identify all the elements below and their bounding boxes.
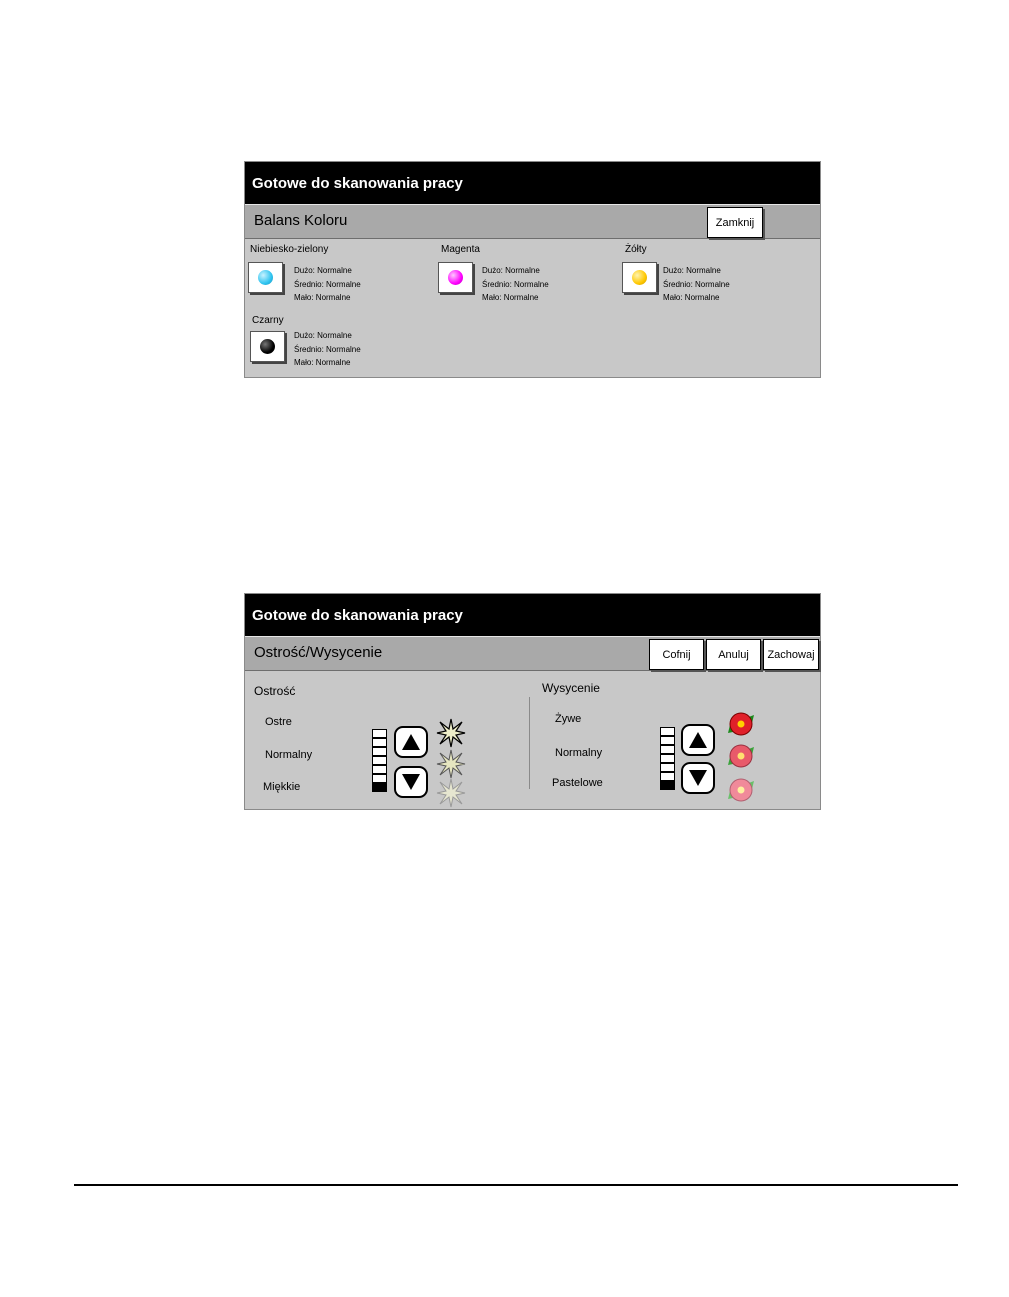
save-button[interactable]: Zachowaj xyxy=(763,639,819,670)
meter-segment xyxy=(660,763,675,772)
magenta-high: Dużo: Normalne xyxy=(482,266,540,275)
black-color-button[interactable] xyxy=(250,331,285,362)
color-balance-screen xyxy=(244,161,821,378)
undo-button[interactable]: Cofnij xyxy=(649,639,704,670)
saturation-level-pastel: Pastelowe xyxy=(552,777,603,789)
cyan-mid: Średnio: Normalne xyxy=(294,279,361,289)
cyan-low: Mało: Normalne xyxy=(294,293,351,302)
sharpness-level-sharp: Ostre xyxy=(265,716,292,728)
magenta-settings xyxy=(482,264,549,305)
meter-segment xyxy=(372,738,387,747)
meter-segment xyxy=(372,765,387,774)
yellow-color-button[interactable] xyxy=(622,262,657,293)
meter-segment xyxy=(660,745,675,754)
sharpness-down-button[interactable] xyxy=(394,766,428,798)
meter-segment xyxy=(372,729,387,738)
pastel-flower-icon xyxy=(726,775,756,805)
meter-segment xyxy=(660,772,675,781)
color-label-yellow: Żółty xyxy=(625,244,647,255)
black-dot-icon xyxy=(260,339,275,354)
yellow-mid: Średnio: Normalne xyxy=(663,279,730,289)
close-button[interactable]: Zamknij xyxy=(707,207,763,238)
black-settings xyxy=(294,329,361,370)
color-label-black: Czarny xyxy=(252,315,284,326)
status-title: Gotowe do skanowania pracy xyxy=(245,594,820,636)
yellow-low: Mało: Normalne xyxy=(663,293,720,302)
color-label-magenta: Magenta xyxy=(441,244,480,255)
footer-rule xyxy=(74,1184,958,1186)
sharpness-title: Ostrość xyxy=(254,684,296,698)
meter-segment xyxy=(660,727,675,736)
screen-header xyxy=(245,204,820,239)
magenta-mid: Średnio: Normalne xyxy=(482,279,549,289)
sharp-starburst-icon xyxy=(436,718,466,748)
sharpness-level-soft: Miękkie xyxy=(263,781,301,793)
meter-segment xyxy=(372,774,387,783)
meter-segment xyxy=(372,783,387,792)
sharpness-saturation-screen xyxy=(244,593,821,810)
yellow-high: Dużo: Normalne xyxy=(663,266,721,275)
screen-title: Ostrość/Wysycenie xyxy=(254,644,383,661)
black-mid: Średnio: Normalne xyxy=(294,344,361,354)
yellow-settings xyxy=(663,264,730,305)
magenta-low: Mało: Normalne xyxy=(482,293,539,302)
cyan-settings xyxy=(294,264,361,305)
normal-flower-icon xyxy=(726,741,756,771)
soft-starburst-icon xyxy=(436,778,466,808)
saturation-level-vivid: Żywe xyxy=(555,713,582,725)
arrow-up-icon xyxy=(401,733,421,751)
saturation-title: Wysycenie xyxy=(542,681,600,695)
meter-segment xyxy=(660,781,675,790)
arrow-down-icon xyxy=(688,769,708,787)
black-high: Dużo: Normalne xyxy=(294,331,352,340)
magenta-color-button[interactable] xyxy=(438,262,473,293)
meter-segment xyxy=(372,747,387,756)
saturation-level-meter xyxy=(660,727,675,790)
saturation-level-normal: Normalny xyxy=(555,747,603,759)
sharpness-level-normal: Normalny xyxy=(265,749,313,761)
vivid-flower-icon xyxy=(726,709,756,739)
magenta-dot-icon xyxy=(448,270,463,285)
cyan-color-button[interactable] xyxy=(248,262,283,293)
section-divider xyxy=(529,697,530,789)
cancel-button[interactable]: Anuluj xyxy=(706,639,761,670)
arrow-down-icon xyxy=(401,773,421,791)
status-title: Gotowe do skanowania pracy xyxy=(245,162,820,204)
normal-starburst-icon xyxy=(436,749,466,779)
yellow-dot-icon xyxy=(632,270,647,285)
color-label-cyan: Niebiesko-zielony xyxy=(250,244,329,255)
black-low: Mało: Normalne xyxy=(294,358,351,367)
meter-segment xyxy=(372,756,387,765)
cyan-high: Dużo: Normalne xyxy=(294,266,352,275)
meter-segment xyxy=(660,754,675,763)
screen-header xyxy=(245,636,820,671)
sharpness-level-meter xyxy=(372,729,387,792)
saturation-up-button[interactable] xyxy=(681,724,715,756)
sharpness-up-button[interactable] xyxy=(394,726,428,758)
cyan-dot-icon xyxy=(258,270,273,285)
arrow-up-icon xyxy=(688,731,708,749)
saturation-down-button[interactable] xyxy=(681,762,715,794)
screen-title: Balans Koloru xyxy=(254,212,348,229)
meter-segment xyxy=(660,736,675,745)
